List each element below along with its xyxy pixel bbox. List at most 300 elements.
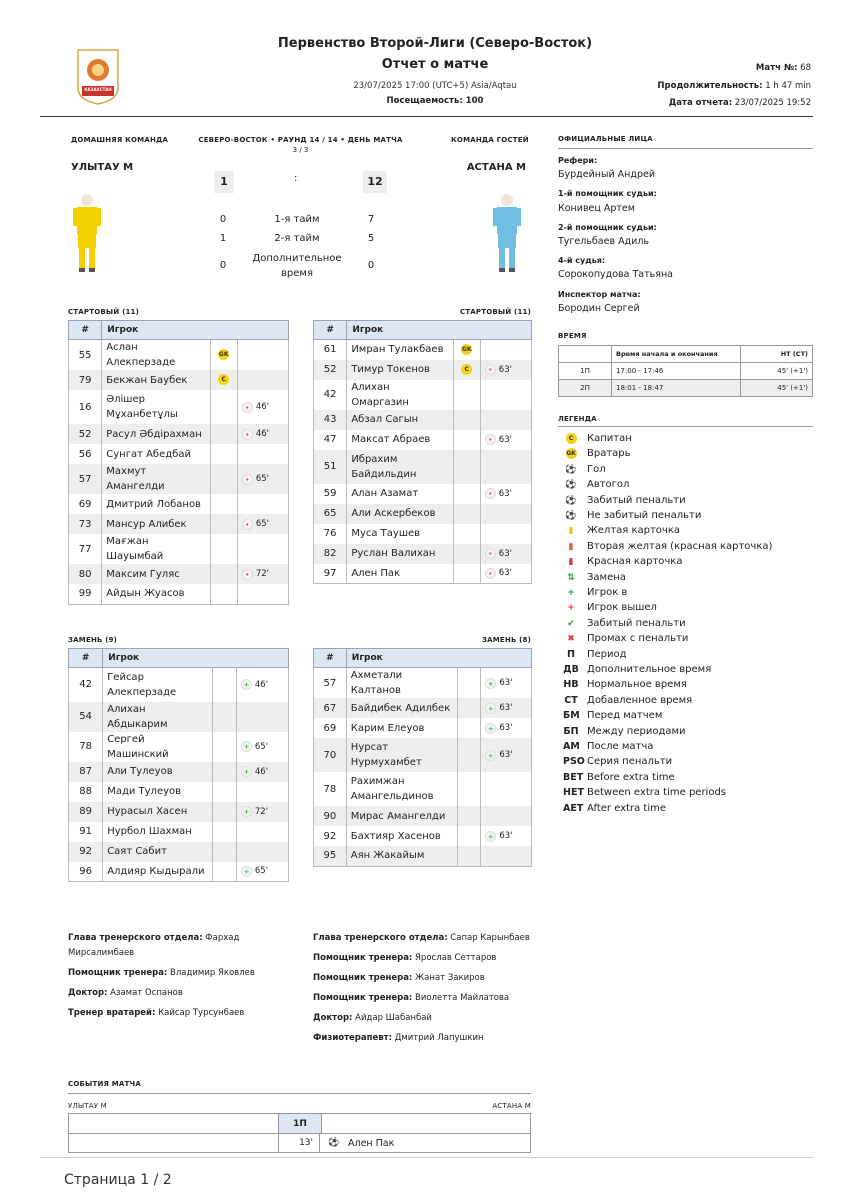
player-number: 57	[314, 668, 347, 699]
player-name: Аян Жакайым	[346, 846, 458, 866]
staff-item: Глава тренерского отдела: Фархад Мирсалимбаев	[68, 933, 240, 958]
staff-item: Помощник тренера: Ярослав Сеттаров	[313, 953, 497, 963]
legend-abbr: BET	[563, 771, 584, 783]
sub-minute: 65'	[254, 741, 269, 752]
player-number: 69	[314, 718, 347, 738]
legend-item	[563, 616, 823, 631]
match-datetime: 23/07/2025 17:00 (UTC+5) Asia/Aqtau	[353, 81, 517, 91]
match-duration: Продолжительность: 1 h 47 min	[657, 81, 811, 91]
league-logo	[74, 48, 122, 106]
legend-title: ЛЕГЕНДА	[558, 415, 597, 423]
player-name: Бахтияр Хасенов	[346, 826, 458, 846]
player-out-icon: •	[485, 548, 496, 559]
col-player-header: Игрок	[346, 649, 531, 668]
home-starting-table	[68, 320, 289, 605]
sub-minute: 72'	[254, 806, 269, 817]
player-name: Саят Сабит	[103, 842, 212, 862]
player-name: Байдибек Адилбек	[346, 698, 458, 718]
player-row	[69, 370, 289, 390]
legend-label: Капитан	[587, 433, 632, 444]
legend-label: Перед матчем	[587, 710, 663, 722]
player-row	[314, 380, 532, 410]
player-name: Аслан Алекперзаде	[102, 340, 210, 371]
legend-item	[563, 431, 823, 446]
player-row	[314, 772, 532, 806]
player-name: Имран Тулакбаев	[347, 340, 453, 360]
page-number: Страница 1 / 2	[64, 1172, 172, 1188]
player-row	[314, 718, 532, 738]
player-number: 73	[69, 514, 102, 534]
time-row: 2П 18:01 - 18:47 45' (+1')	[559, 380, 813, 397]
player-row	[69, 862, 289, 882]
player-number: 95	[314, 846, 347, 866]
player-number: 96	[69, 862, 103, 882]
player-in-icon: +	[241, 679, 252, 690]
player-row	[314, 668, 532, 699]
player-in-icon: +	[485, 678, 496, 689]
legend-label: Between extra time periods	[587, 787, 727, 799]
sub-minute: 63'	[498, 488, 512, 499]
legend-abbr: HET	[563, 787, 584, 799]
player-out-icon: •	[242, 569, 253, 580]
logo-text: КАЗАХСТАН	[84, 87, 112, 92]
sub-minute: 46'	[254, 766, 269, 777]
goal-icon: ⚽	[565, 464, 577, 475]
player-row	[69, 702, 289, 732]
legend-item	[563, 585, 823, 600]
away-team-label: КОМАНДА ГОСТЕЙ	[451, 136, 529, 144]
player-number: 65	[314, 504, 347, 524]
goalkeeper-icon: GK	[566, 450, 576, 458]
officials-divider	[558, 148, 813, 149]
penalty-missed-icon: ⚽	[565, 511, 577, 521]
player-row	[69, 564, 289, 584]
legend-label: After extra time	[587, 802, 667, 814]
col-num-header: #	[69, 321, 102, 340]
player-number: 80	[69, 564, 102, 584]
player-name: Махмут Амангелди	[102, 464, 210, 494]
player-name: Алан Азамат	[347, 484, 453, 504]
home-kit-icon	[72, 192, 102, 278]
staff-item: Физиотерапевт: Дмитрий Лапушкин	[313, 1033, 484, 1043]
goalkeeper-badge: GK	[461, 346, 472, 353]
player-row	[69, 340, 289, 371]
player-number: 82	[314, 544, 347, 564]
legend-abbr: СТ	[564, 694, 578, 706]
time-col-ht: НТ (СТ)	[741, 346, 813, 363]
player-number: 52	[69, 424, 102, 444]
half1-home: 0	[219, 214, 227, 225]
sub-minute: 46'	[255, 429, 269, 439]
player-number: 90	[314, 806, 347, 826]
player-number: 54	[69, 702, 103, 732]
player-name: Муса Таушев	[347, 524, 453, 544]
legend-label: Не забитый пенальти	[587, 510, 702, 521]
player-number: 52	[314, 360, 347, 380]
legend-abbr: БП	[563, 725, 579, 737]
player-row	[314, 544, 532, 564]
captain-badge: C	[461, 364, 472, 375]
sub-minute: 63'	[499, 678, 513, 688]
captain-badge: C	[218, 374, 229, 385]
player-name: Ахметали Калтанов	[346, 668, 458, 699]
player-row	[69, 584, 289, 604]
player-number: 47	[314, 430, 347, 450]
event-player: Ален Пак	[348, 1138, 395, 1149]
player-row	[314, 806, 532, 826]
legend-abbr: АМ	[563, 741, 580, 752]
legend-label: Забитый пенальти	[587, 617, 686, 629]
legend-item	[563, 754, 823, 769]
sub-minute: 63'	[499, 703, 513, 713]
player-name: Мансур Алибек	[102, 514, 210, 534]
events-home-team: УЛЫТАУ М	[68, 1102, 107, 1110]
away-starting-label: СТАРТОВЫЙ (11)	[459, 308, 531, 316]
player-name: Мағжан Шауымбай	[102, 534, 210, 564]
events-period-header: 1П	[278, 1114, 322, 1134]
player-number: 59	[314, 484, 347, 504]
half2-away: 5	[367, 233, 375, 244]
legend-item	[563, 647, 823, 662]
legend-item	[563, 677, 823, 692]
player-row	[314, 360, 532, 380]
col-player-header: Игрок	[102, 321, 289, 340]
player-row	[69, 822, 289, 842]
legend-item	[563, 539, 823, 554]
home-subs-table	[68, 648, 289, 882]
player-out-icon: •	[485, 364, 496, 375]
player-number: 69	[69, 494, 102, 514]
player-row	[314, 340, 532, 360]
official-name: Тугельбаев Адиль	[558, 236, 649, 247]
away-subs-label: ЗАМЕНЬ (8)	[481, 636, 531, 644]
player-row	[314, 738, 532, 772]
home-starting-label: СТАРТОВЫЙ (11)	[68, 308, 140, 316]
player-row	[69, 732, 289, 762]
player-row	[314, 846, 532, 866]
player-name: Нурасыл Хасен	[103, 802, 212, 822]
home-team-label: ДОМАШНЯЯ КОМАНДА	[71, 136, 169, 144]
sub-minute: 72'	[255, 569, 269, 579]
player-name: Ибрахим Байдильдин	[347, 450, 453, 484]
player-name: Дмитрий Лобанов	[102, 494, 210, 514]
player-out-icon: •	[242, 402, 253, 413]
player-out-icon: •	[242, 429, 253, 440]
legend-label: Серия пенальти	[587, 756, 673, 768]
captain-icon: C	[566, 433, 577, 444]
extra-away: 0	[367, 260, 375, 271]
goalkeeper-badge: GK	[218, 351, 229, 359]
player-name: Бекжан Баубек	[102, 370, 210, 390]
player-row	[314, 484, 532, 504]
staff-item: Помощник тренера: Владимир Яковлев	[68, 968, 255, 978]
player-number: 42	[314, 380, 347, 410]
legend-label: Вратарь	[587, 448, 631, 460]
player-number: 56	[69, 444, 102, 464]
home-staff	[68, 931, 278, 1026]
player-name: Али Тулеуов	[103, 762, 212, 782]
player-out-icon: •	[485, 568, 496, 579]
official-role: Инспектор матча:	[558, 290, 641, 299]
legend-label: Вторая желтая (красная карточка)	[587, 540, 773, 552]
score-separator: :	[294, 173, 298, 184]
player-out-icon: +	[567, 603, 575, 614]
player-number: 78	[314, 772, 347, 806]
half2-label: 2-я тайм	[274, 233, 320, 244]
penalty-miss-icon: ✖	[567, 634, 575, 645]
staff-item: Доктор: Айдар Шабанбай	[313, 1013, 432, 1023]
yellow-card-icon: ▮	[568, 526, 574, 537]
sub-minute: 63'	[499, 723, 513, 733]
player-number: 78	[69, 732, 103, 762]
sub-minute: 46'	[254, 679, 269, 690]
legend-item	[563, 570, 823, 585]
player-in-icon: +	[241, 766, 252, 777]
own-goal-icon: ⚽	[565, 480, 577, 491]
player-row	[314, 410, 532, 430]
red-card-icon: ▮	[568, 557, 574, 568]
half1-away: 7	[367, 214, 375, 225]
player-in-icon: +	[485, 723, 496, 734]
player-name: Нурбол Шахман	[103, 822, 212, 842]
legend-label: Желтая карточка	[587, 525, 680, 537]
legend-abbr: П	[567, 648, 575, 660]
player-name: Гейсар Алекперзаде	[103, 668, 212, 702]
legend-item	[563, 508, 823, 523]
away-starting-table	[313, 320, 532, 584]
player-number: 77	[69, 534, 102, 564]
player-number: 76	[314, 524, 347, 544]
attendance: Посещаемость: 100	[386, 96, 484, 106]
round-sub: 3 / 3	[292, 146, 309, 154]
player-name: Айдын Жуасов	[102, 584, 210, 604]
player-row	[314, 450, 532, 484]
col-num-header: #	[314, 321, 347, 340]
official-role: 1-й помощник судьи:	[558, 189, 657, 198]
time-title: ВРЕМЯ	[558, 332, 587, 340]
half1-label: 1-я тайм	[274, 214, 320, 225]
penalty-check-icon: ✔	[567, 618, 575, 629]
sub-minute: 63'	[498, 364, 512, 375]
player-number: 79	[69, 370, 102, 390]
legend-label: Before extra time	[587, 771, 675, 783]
legend-label: Дополнительное время	[587, 664, 712, 675]
legend-label: Игрок вышел	[587, 602, 657, 614]
player-number: 61	[314, 340, 347, 360]
player-row	[69, 444, 289, 464]
sub-minute: 65'	[254, 866, 269, 877]
player-in-icon: +	[241, 741, 252, 752]
player-number: 97	[314, 564, 347, 584]
player-row	[69, 802, 289, 822]
player-row	[69, 668, 289, 702]
player-row	[69, 424, 289, 444]
player-row	[314, 564, 532, 584]
legend-abbr: БМ	[563, 710, 580, 722]
player-name: Абзал Сагын	[347, 410, 453, 430]
sub-minute: 65'	[255, 474, 269, 484]
player-number: 92	[314, 826, 347, 846]
player-name: Тимур Токенов	[347, 360, 453, 380]
player-number: 70	[314, 738, 347, 772]
player-name: Мади Тулеуов	[103, 782, 212, 802]
player-name: Али Аскербеков	[347, 504, 453, 524]
legend-abbr: НВ	[563, 679, 579, 691]
second-yellow-icon: ▮	[568, 541, 574, 552]
events-title: СОБЫТИЯ МАТЧА	[68, 1080, 141, 1088]
report-date: Дата отчета: 23/07/2025 19:52	[668, 98, 811, 108]
player-number: 91	[69, 822, 103, 842]
time-row: 1П 17:00 - 17:46 45' (+1')	[559, 363, 813, 380]
player-name: Карим Елеуов	[346, 718, 458, 738]
player-out-icon: •	[485, 434, 496, 445]
legend-item	[563, 724, 823, 739]
player-in-icon: +	[567, 588, 575, 598]
player-number: 99	[69, 584, 102, 604]
legend-label: Замена	[587, 571, 626, 583]
legend-label: Игрок в	[587, 587, 628, 598]
footer-divider	[40, 1157, 813, 1158]
player-name: Нурсат Нурмухамбет	[346, 738, 458, 772]
player-row	[69, 464, 289, 494]
events-divider	[68, 1093, 531, 1094]
player-number: 42	[69, 668, 103, 702]
player-row	[69, 842, 289, 862]
sub-minute: 65'	[255, 519, 269, 529]
col-player-header: Игрок	[347, 321, 532, 340]
player-name: Руслан Валихан	[347, 544, 453, 564]
player-name: Алихан Абдыкарим	[103, 702, 212, 732]
col-num-header: #	[69, 649, 103, 668]
events-away-team: АСТАНА М	[492, 1102, 531, 1110]
player-name: Рахимжан Амангельдинов	[346, 772, 458, 806]
sub-minute: 63'	[498, 568, 512, 579]
staff-item: Доктор: Азамат Оспанов	[68, 988, 183, 998]
legend-item	[563, 770, 823, 785]
legend-label: После матча	[587, 741, 654, 752]
player-name: Алихан Омаргазин	[347, 380, 453, 410]
player-name: Сергей Машинский	[103, 732, 212, 762]
time-col-range: Время начала и окончания	[612, 346, 741, 363]
staff-item: Тренер вратарей: Кайсар Турсунбаев	[68, 1008, 245, 1018]
sub-minute: 63'	[498, 434, 512, 445]
player-row	[69, 514, 289, 534]
home-score: 1	[214, 171, 234, 193]
legend-label: Автогол	[587, 479, 630, 491]
half2-home: 1	[219, 233, 227, 244]
legend-item	[563, 693, 823, 708]
away-subs-table	[313, 648, 532, 867]
home-subs-label: ЗАМЕНЬ (9)	[68, 636, 118, 644]
official-role: 2-й помощник судьи:	[558, 223, 657, 232]
legend-abbr: ДВ	[563, 664, 579, 675]
legend-item	[563, 739, 823, 754]
legend-label: Период	[587, 648, 627, 660]
away-staff	[313, 931, 543, 1051]
legend-item	[563, 523, 823, 538]
official-role: 4-й судья:	[558, 256, 606, 265]
legend-item	[563, 801, 823, 816]
legend-label: Гол	[587, 463, 606, 475]
player-name: Ален Пак	[347, 564, 453, 584]
player-name: Максат Абраев	[347, 430, 453, 450]
report-title: Первенство Второй-Лиги (Северо-Восток)	[277, 36, 593, 51]
player-row	[69, 494, 289, 514]
legend-label: Красная карточка	[587, 556, 683, 568]
goal-icon: ⚽	[328, 1138, 340, 1148]
player-row	[69, 390, 289, 424]
player-row	[69, 762, 289, 782]
substitution-icon: ⇅	[567, 572, 575, 583]
legend-item	[563, 477, 823, 492]
time-table	[558, 345, 813, 397]
col-player-header: Игрок	[103, 649, 289, 668]
legend-item	[563, 462, 823, 477]
player-number: 88	[69, 782, 103, 802]
legend-label: Добавленное время	[587, 694, 693, 706]
player-number: 55	[69, 340, 102, 371]
official-name: Сорокопудова Татьяна	[558, 269, 673, 280]
player-in-icon: +	[485, 750, 496, 761]
official-name: Бородин Сергей	[558, 303, 640, 314]
sub-minute: 63'	[499, 831, 513, 841]
player-number: 89	[69, 802, 103, 822]
col-num-header: #	[314, 649, 347, 668]
player-number: 43	[314, 410, 347, 430]
player-row	[314, 698, 532, 718]
player-name: Расул Әбдірахман	[102, 424, 210, 444]
legend-item	[563, 631, 823, 646]
legend-label: Между периодами	[587, 725, 686, 737]
player-number: 51	[314, 450, 347, 484]
player-name: Максим Гуляс	[102, 564, 210, 584]
staff-item: Помощник тренера: Виолетта Майлатова	[313, 993, 510, 1003]
official-name: Бурдейный Андрей	[558, 169, 655, 180]
legend-item	[563, 554, 823, 569]
player-in-icon: +	[241, 866, 252, 877]
round-info: СЕВЕРО-ВОСТОК • РАУНД 14 / 14 • ДЕНЬ МАТЧА	[198, 136, 403, 144]
player-out-icon: •	[242, 519, 253, 530]
legend-label: Забитый пенальти	[587, 494, 686, 506]
report-subtitle: Отчет о матче	[381, 57, 489, 72]
official-role: Рефери:	[558, 156, 598, 165]
legend-abbr: PSO	[563, 756, 585, 768]
player-in-icon: +	[485, 703, 496, 714]
player-row	[69, 782, 289, 802]
player-name: Әлішер Мұханбетұлы	[102, 390, 210, 424]
sub-minute: 63'	[498, 548, 512, 559]
event-minute: 13'	[278, 1134, 320, 1153]
official-name: Конивец Артем	[558, 203, 635, 214]
penalty-scored-icon: ⚽	[565, 495, 577, 506]
player-name: Алдияр Кыдырали	[103, 862, 212, 882]
legend-divider	[558, 426, 813, 427]
player-row	[314, 430, 532, 450]
legend-label: Нормальное время	[587, 679, 687, 691]
away-team-name: АСТАНА М	[466, 162, 526, 173]
sub-minute: 63'	[499, 750, 513, 760]
player-out-icon: •	[485, 488, 496, 499]
player-in-icon: +	[241, 806, 252, 817]
match-number: Матч №: 68	[755, 63, 811, 73]
officials-title: ОФИЦИАЛЬНЫЕ ЛИЦА	[558, 135, 653, 143]
player-row	[69, 534, 289, 564]
extra-label: Дополнительное время	[252, 253, 342, 279]
player-in-icon: +	[485, 831, 496, 842]
events-table	[68, 1113, 531, 1153]
sub-minute: 46'	[255, 402, 269, 412]
legend-label: Промах с пенальти	[587, 633, 689, 645]
